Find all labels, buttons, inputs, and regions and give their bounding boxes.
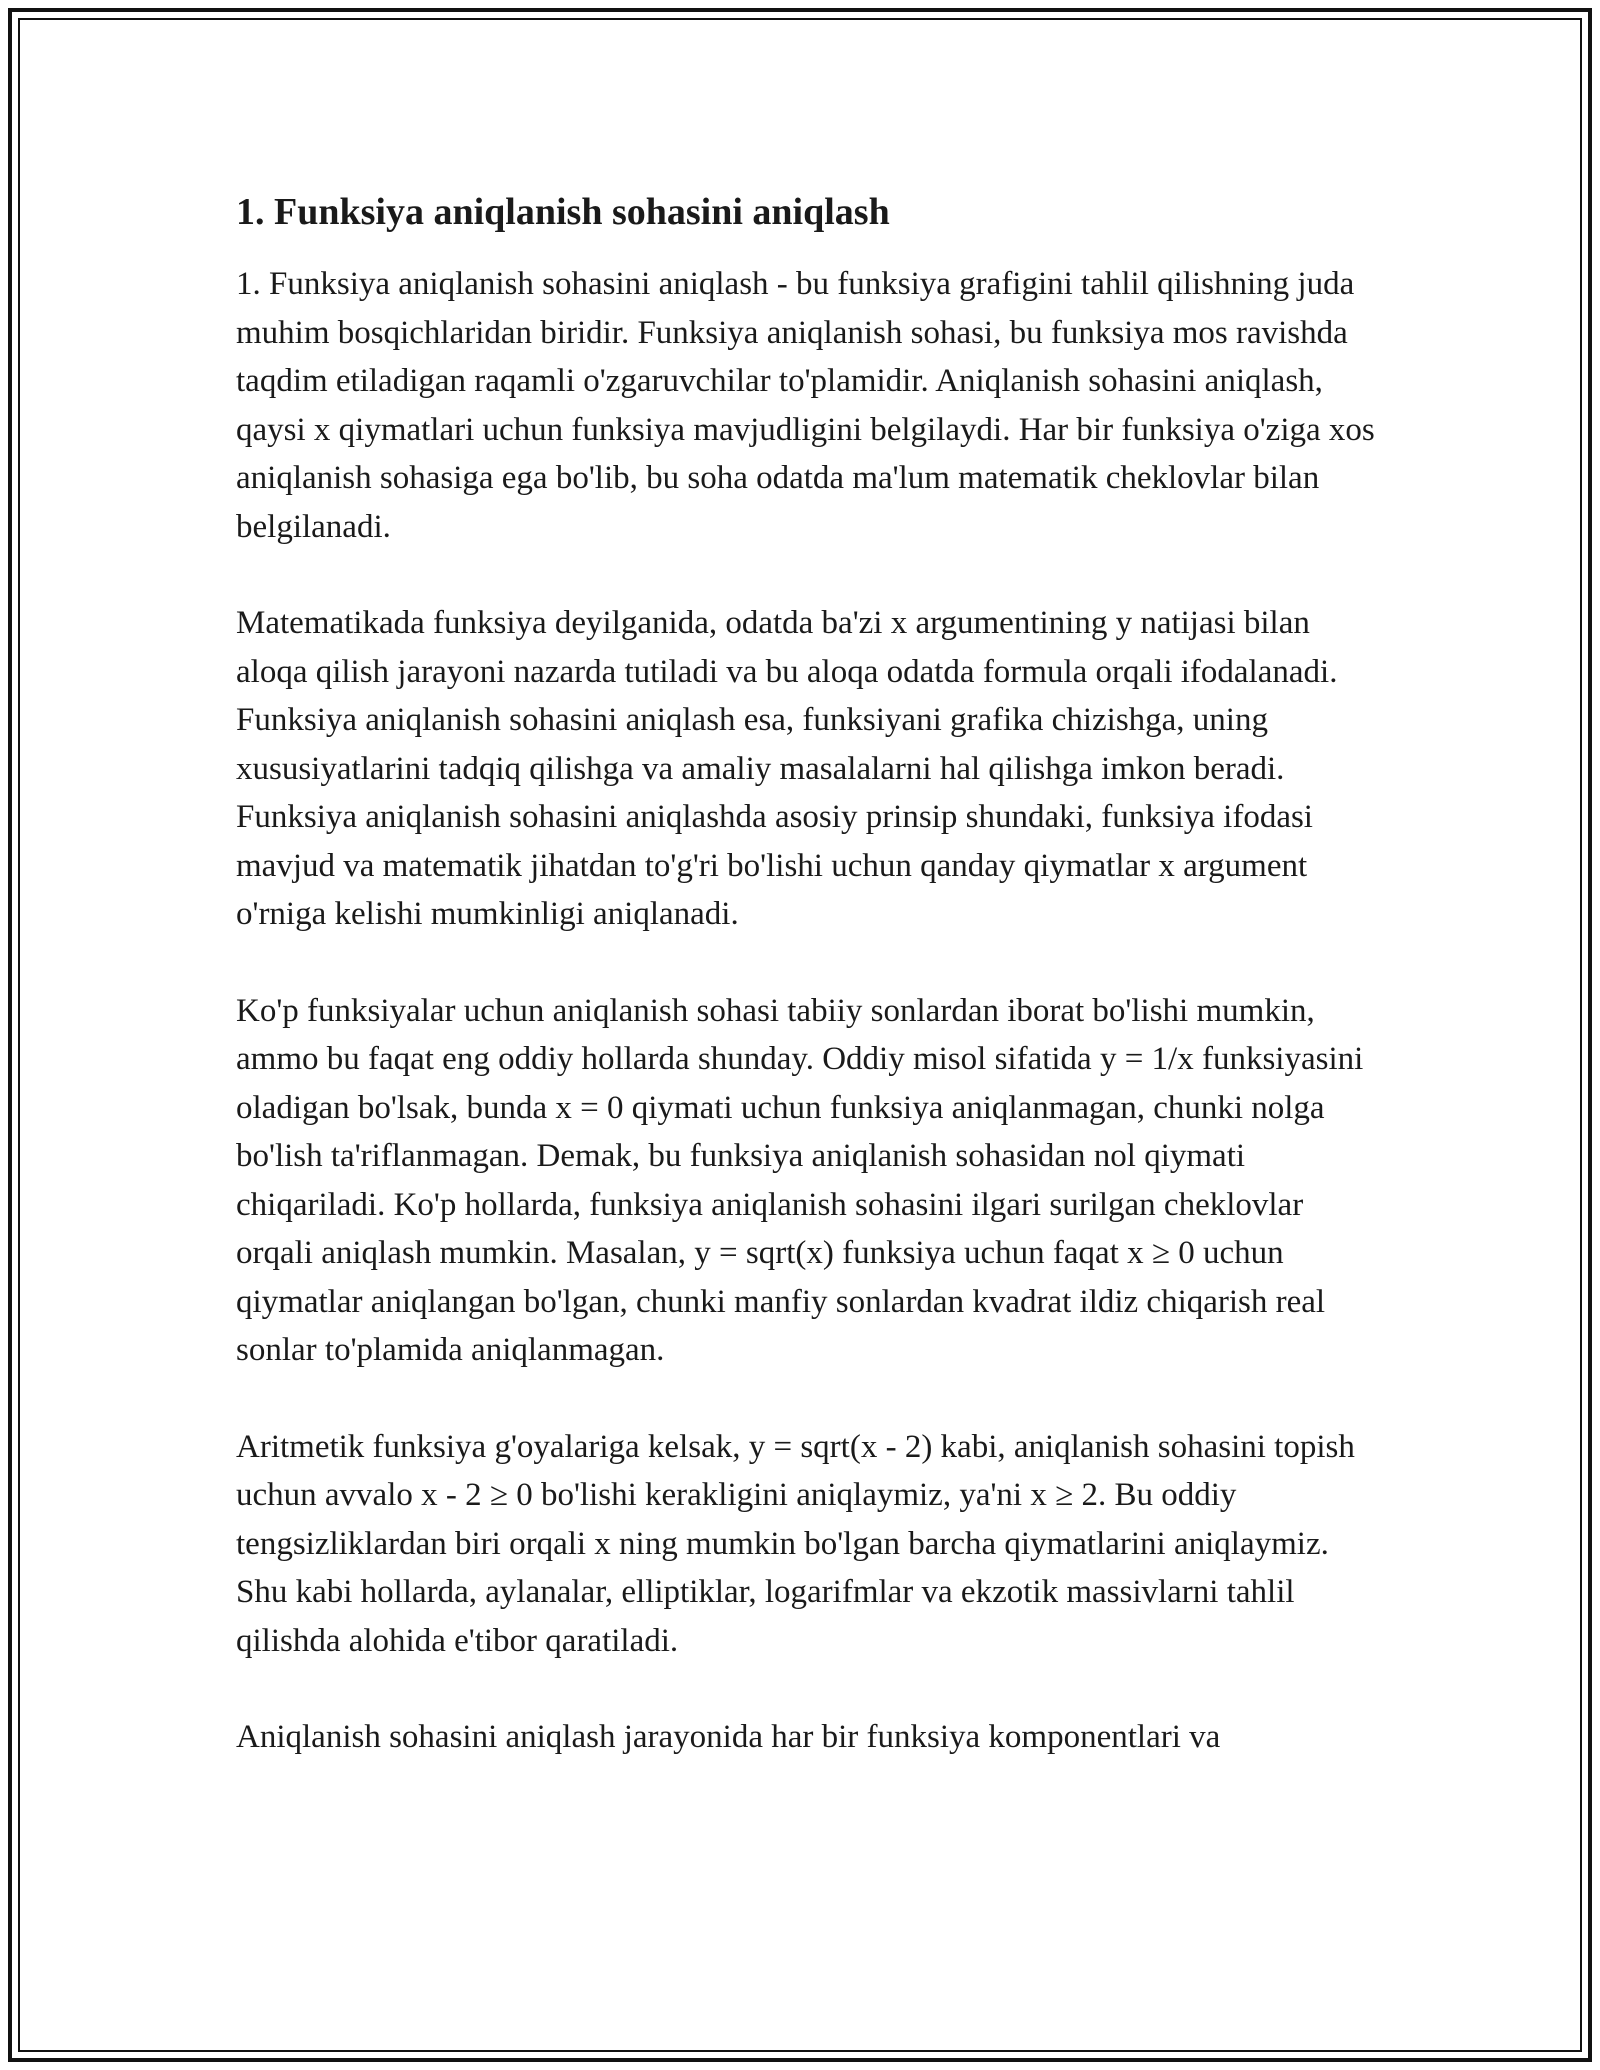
document-body <box>236 186 1376 1762</box>
paragraph-2: Matematikada funksiya deyilganida, odatda ba'zi x argumentining y natijasi bilan aloqa qilish jarayoni nazarda tutiladi va bu aloqa odatda formula orqali ifodalanadi. Funksiya aniqlanish sohasini aniqlash esa, funksiyani grafika chizishga, uning xususiyatlarini tadqiq qilishga va amaliy masalalarni hal qilishga imkon beradi. Funksiya aniqlanish sohasini aniqlashda asosiy prinsip shundaki, funksiya ifodasi mavjud va matematik jihatdan to'g'ri bo'lishi uchun qanday qiymatlar x argument o'rniga kelishi mumkinligi aniqlanadi. <box>236 605 1338 932</box>
paragraph-4: Aritmetik funksiya g'oyalariga kelsak, y = sqrt(x - 2) kabi, aniqlanish sohasini topish uchun avvalo x - 2 ≥ 0 bo'lishi kerakligini aniqlaymiz, ya'ni x ≥ 2. Bu oddiy tengsizliklardan biri orqali x ning mumkin bo'lgan barcha qiymatlarini aniqlaymiz. Shu kabi hollarda, aylanalar, elliptiklar, logarifmlar va ekzotik massivlarni tahlil qilishda alohida e'tibor qaratiladi. <box>236 1428 1355 1659</box>
paragraph-5: Aniqlanish sohasini aniqlash jarayonida har bir funksiya komponentlari va <box>236 1719 1221 1755</box>
paragraph-3: Ko'p funksiyalar uchun aniqlanish sohasi tabiiy sonlardan iborat bo'lishi mumkin, ammo bu faqat eng oddiy hollarda shunday. Oddiy misol sifatida y = 1/x funksiyasini oladigan bo'lsak, bunda x = 0 qiymati uchun funksiya aniqlanmagan, chunki nolga bo'lish ta'riflanmagan. Demak, bu funksiya aniqlanish sohasidan nol qiymati chiqariladi. Ko'p hollarda, funksiya aniqlanish sohasini ilgari surilgan cheklovlar orqali aniqlash mumkin. Masalan, y = sqrt(x) funksiya uchun faqat x ≥ 0 uchun qiymatlar aniqlangan bo'lgan, chunki manfiy sonlardan kvadrat ildiz chiqarish real sonlar to'plamida aniqlanmagan. <box>236 992 1364 1368</box>
paragraph-1: 1. Funksiya aniqlanish sohasini aniqlash - bu funksiya grafigini tahlil qilishning juda muhim bosqichlaridan biridir. Funksiya aniqlanish sohasi, bu funksiya mos ravishda taqdim etiladigan raqamli o'zgaruvchilar to'plamidir. Aniqlanish sohasini aniqlash, qaysi x qiymatlari uchun funksiya mavjudligini belgilaydi. Har bir funksiya o'ziga xos aniqlanish sohasiga ega bo'lib, bu soha odatda ma'lum matematik cheklovlar bilan belgilanadi. <box>236 266 1375 545</box>
section-heading: 1. Funksiya aniqlanish sohasini aniqlash <box>236 191 890 233</box>
